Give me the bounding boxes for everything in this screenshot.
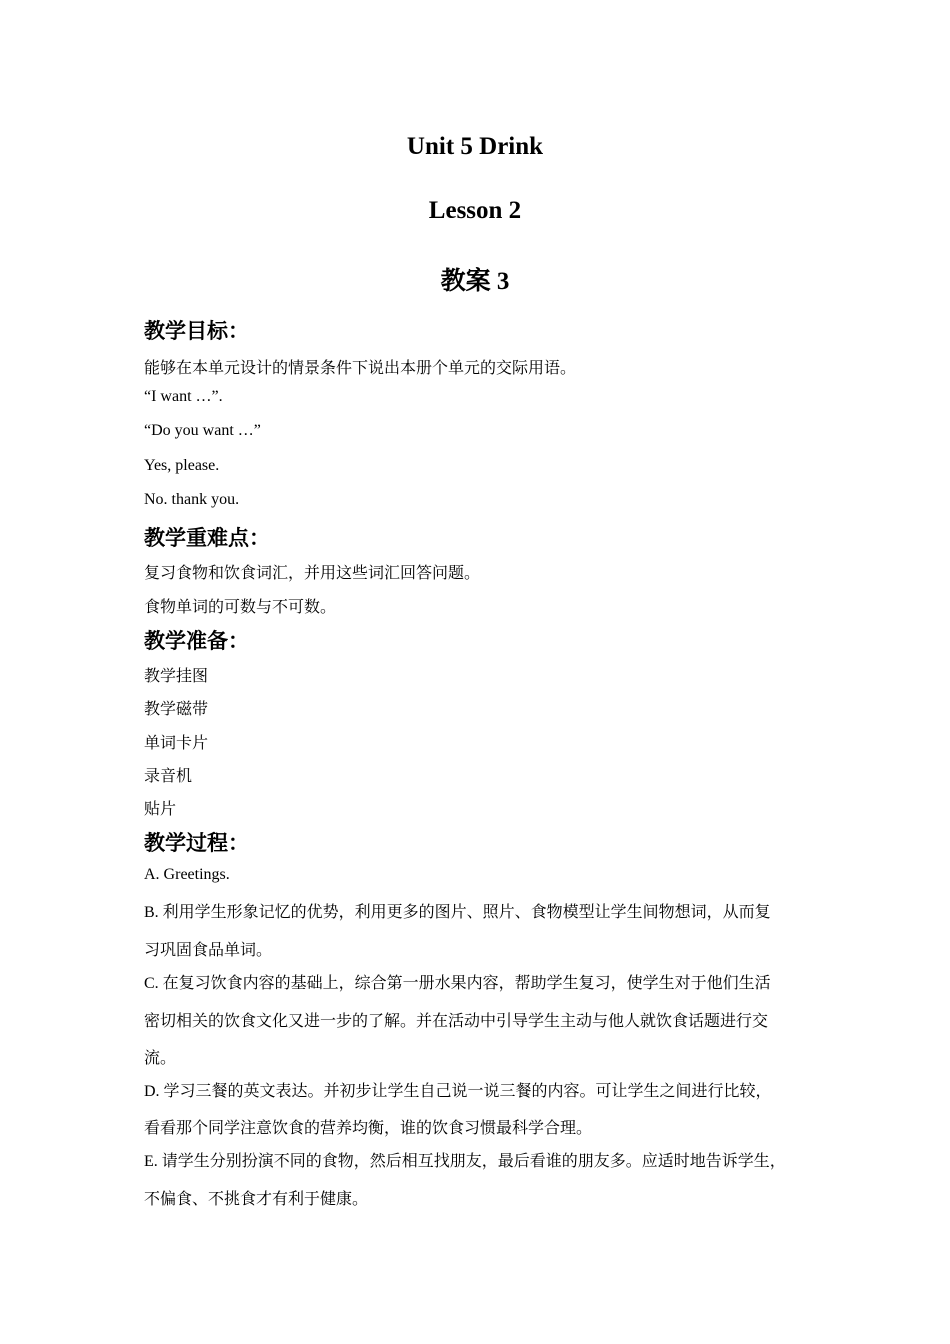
process-line: C. 在复习饮食内容的基础上，综合第一册水果内容，帮助学生复习，使学生对于他们生活: [144, 975, 771, 992]
objectives-line: 能够在本单元设计的情景条件下说出本册个单元的交际用语。: [144, 360, 577, 377]
objectives-line: Yes, please.: [144, 457, 220, 474]
key-points-heading: 教学重难点：: [144, 526, 270, 550]
process-line: 看看那个同学注意饮食的营养均衡，谁的饮食习惯最科学合理。: [144, 1120, 593, 1137]
preparation-item: 单词卡片: [144, 735, 209, 752]
doc-title: Unit 5 Drink: [406, 133, 544, 160]
plan-title: 教案 3: [440, 268, 510, 295]
key-points-line: 食物单词的可数与不可数。: [144, 599, 337, 616]
objectives-line: “Do you want …”: [144, 422, 261, 439]
process-line: 习巩固食品单词。: [144, 942, 273, 959]
process-line: 不偏食、不挑食才有利于健康。: [144, 1191, 369, 1208]
lesson-title: Lesson 2: [428, 197, 522, 224]
objectives-heading: 教学目标：: [144, 319, 249, 343]
preparation-item: 录音机: [144, 768, 193, 785]
process-line: E. 请学生分别扮演不同的食物，然后相互找朋友，最后看谁的朋友多。应适时地告诉学生，: [144, 1153, 786, 1170]
process-line: D. 学习三餐的英文表达。并初步让学生自己说一说三餐的内容。可让学生之间进行比较，: [144, 1083, 772, 1100]
preparation-item: 教学磁带: [144, 701, 209, 718]
process-heading: 教学过程：: [144, 831, 249, 855]
process-line: 流。: [144, 1050, 177, 1067]
preparation-heading: 教学准备：: [144, 629, 249, 653]
process-line: 密切相关的饮食文化又进一步的了解。并在活动中引导学生主动与他人就饮食话题进行交: [144, 1013, 769, 1030]
objectives-line: “I want …”.: [144, 388, 223, 405]
key-points-line: 复习食物和饮食词汇，并用这些词汇回答问题。: [144, 565, 481, 582]
preparation-item: 教学挂图: [144, 668, 209, 685]
objectives-line: No. thank you.: [144, 491, 240, 508]
process-line: A. Greetings.: [144, 866, 230, 883]
preparation-item: 贴片: [144, 801, 177, 818]
process-line: B. 利用学生形象记忆的优势，利用更多的图片、照片、食物模型让学生间物想词，从而复: [144, 904, 771, 921]
